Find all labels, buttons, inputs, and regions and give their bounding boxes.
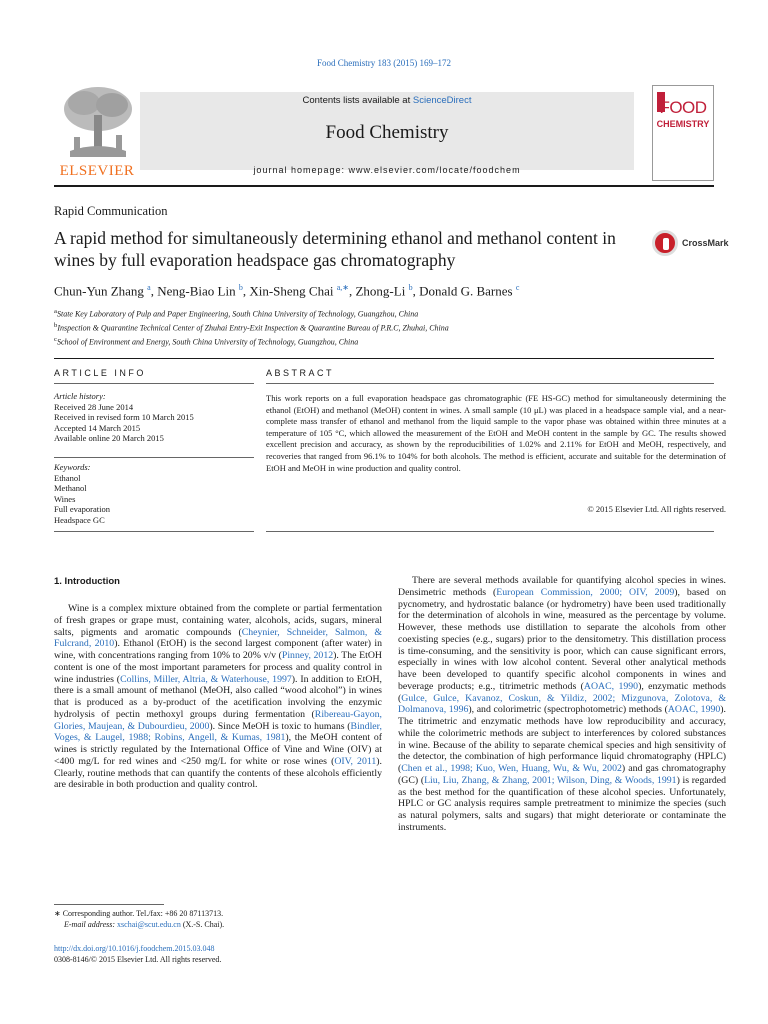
affiliation-marker: b — [54, 322, 58, 330]
abstract-rule — [266, 383, 714, 384]
abstract-heading: ABSTRACT — [266, 368, 335, 378]
section-heading-introduction: 1. Introduction — [54, 576, 120, 587]
author-affiliation-marker[interactable]: a — [147, 283, 151, 292]
body-text: Wine is a complex mixture obtained from the complete or partial fermentation of fresh grapes or grape must, containing water, alcohols, acids, sugars, mineral salts, pigments and aromatic compounds ( — [54, 603, 382, 638]
citation-link[interactable]: Pinney, 2012 — [281, 650, 334, 661]
body-text: ). The EtOH content is one of the most important parameters for process and quality control in wine industries ( — [54, 650, 382, 685]
affiliation-marker: a — [54, 308, 57, 315]
body-text: ). Since MeOH is toxic to humans ( — [209, 720, 351, 732]
journal-cover-thumbnail[interactable] — [652, 85, 714, 181]
article-title: A rapid method for simultaneously determining ethanol and methanol content in wines by full evaporation headspace gas chromatography — [54, 228, 616, 270]
article-info-rule — [54, 531, 254, 532]
body-text: ). Clearly, routine methods that can quantify the contents of these alcohols efficiently are desirable in both production and quality control. — [54, 755, 382, 791]
email-note — [54, 919, 224, 930]
article-history — [54, 391, 194, 444]
history-item: Received 28 June 2014 — [54, 401, 134, 412]
author-separator: , — [150, 283, 158, 299]
body-text: ), enzymatic methods ( — [398, 680, 726, 704]
keyword-item: Ethanol — [54, 472, 81, 483]
cover-title-chemistry: CHEMISTRY — [656, 119, 710, 129]
citation-link[interactable]: Chen et al., 1998; Kuo, Wen, Huang, Wu, & Wu, 2002 — [401, 763, 622, 774]
homepage-prefix: journal homepage: — [253, 165, 349, 175]
author-affiliation-marker[interactable]: b — [238, 283, 243, 292]
history-label: Article history: — [54, 391, 106, 401]
history-item: Available online 20 March 2015 — [54, 433, 164, 443]
citation-link[interactable]: AOAC, 1990 — [667, 704, 721, 716]
citation-link[interactable]: European Commission, 2000; OIV, 2009 — [496, 586, 675, 598]
journal-title: Food Chemistry — [325, 122, 449, 143]
article-info-rule — [54, 457, 254, 458]
affiliation-text: School of Environment and Energy, South China University of Technology, Guangzhou, China — [56, 337, 359, 347]
affiliations — [54, 306, 449, 348]
journal-homepage — [140, 165, 634, 175]
cover-title-food: FOOD — [659, 98, 707, 117]
affiliation-text: State Key Laboratory of Pulp and Paper Engineering, South China University of Technology, Guangzhou, China — [56, 309, 419, 319]
email-label: E-mail address: — [64, 920, 118, 929]
keyword-item: Headspace GC — [54, 514, 105, 525]
homepage-url-link[interactable]: www.elsevier.com/locate/foodchem — [348, 165, 521, 175]
author-name[interactable]: Xin-Sheng Chai — [249, 283, 334, 299]
author-affiliation-marker[interactable]: c — [515, 283, 520, 292]
keyword-item: Full evaporation — [54, 504, 110, 514]
body-text: ). In addition to EtOH, there is a small amount of methanol (MeOH, also called “wood alcohol”) in wines that is produced as a by-product of the acetification involving the enzymic hydrolysis of pectin methoxyl groups during fermentation ( — [54, 673, 382, 720]
sciencedirect-link[interactable]: ScienceDirect — [412, 95, 472, 106]
elsevier-logo[interactable] — [54, 85, 140, 185]
body-text: ). The titrimetric and enzymatic methods have low reproducibility and accuracy, while the colorimetric methods are subject to interferences by colored substances in wine. Because of the ability to separate chemical species and high sensitivity of the detector, the combination of high performance liquid chromatography (HPLC) ( — [398, 704, 726, 774]
affiliation-item — [54, 320, 449, 334]
article-info-heading: ARTICLE INFO — [54, 368, 146, 378]
email-link[interactable]: xschai@scut.edu.cn — [117, 920, 181, 929]
affiliation-item — [54, 334, 449, 348]
affiliation-text: Inspection & Quarantine Technical Center of Zhuhai Entry-Exit Inspection & Quarantine Bureau of P.R.C, Zhuhai, China — [57, 323, 449, 333]
citation-link[interactable]: Bindler, Voges, & Laugel, 1988; Robins, Angell, & Kumas, 1981 — [54, 720, 382, 744]
doi-link[interactable]: http://dx.doi.org/10.1016/j.foodchem.2015.03.048 — [54, 944, 215, 953]
abstract-copyright: © 2015 Elsevier Ltd. All rights reserved. — [587, 504, 726, 514]
citation-link[interactable]: OIV, 2011 — [334, 755, 377, 767]
article-type: Rapid Communication — [54, 204, 168, 218]
abstract-text: This work reports on a full evaporation headspace gas chromatographic (FE HS-GC) method for simultaneously determining the ethanol (EtOH) and methanol (MeOH) content in wines. A small sample (10 μL) was placed in a headspace sample vial, and a near-complete mass transfer of ethanol and methanol from the liquid sample to the vapor phase was obtained within three minutes at a temperature of 105 °C, which allowed the measurement of the EtOH and MeOH content in the sample by GC. The results showed excellent precision and accuracy, as shown by the reproducibilities of 1.02% and 2.11% for EtOH and MeOH, respectively, and recoveries that ranged from 96.1% to 104% for both alcohols. The method is efficient, accurate and suitable for the determination of EtOH and MeOH in wine production and quality control. — [266, 393, 726, 473]
footnotes — [54, 908, 224, 930]
abstract-rule — [266, 531, 714, 532]
body-text: ) is regarded as the best method for the quantification of these alcohol species. Unfortunately, HPLC or GC analysis requires sample pretreatment to minimize the species (such as natural polymers, salts and sugars) that might deteriorate or contaminate the instruments. — [398, 774, 726, 833]
crossmark-label: CrossMark — [682, 238, 729, 248]
masthead-rule — [54, 185, 714, 187]
author-separator: , — [242, 283, 250, 299]
author-name[interactable]: Neng-Biao Lin — [157, 283, 236, 299]
citation-link[interactable]: Collins, Miller, Altria, & Waterhouse, 1997 — [120, 673, 292, 685]
keywords-label: Keywords: — [54, 462, 91, 472]
body-text: There are several methods available for quantifying alcohol species in wines. Densimetric methods ( — [398, 575, 726, 598]
body-text: ), based on pycnometry, and hydrostatic balance (or hydrometry) have been used traditionally for the determination of alcohols in wine, measured as the percentage by volume. However, these methods use distillation to separate the alcohols from other coexisting species (e.g., sugars) prior to the densitometry. This distillation process is time-consuming, and the sensitivity is poor, which can cause significant errors, especially in wines with low alcohol content. Several other analytical methods have been developed to quantify specific alcohol components in wines and beverage products; e.g., titrimetric methods ( — [398, 586, 726, 692]
email-suffix: (X.-S. Chai). — [180, 920, 225, 929]
body-column-left — [54, 603, 382, 871]
author-separator: , — [348, 283, 356, 299]
elsevier-tree-icon — [60, 85, 136, 159]
author-separator: , — [412, 283, 420, 299]
body-column-right — [398, 575, 726, 927]
body-text: ), and colorimetric (spectrophotometric) methods ( — [468, 704, 668, 716]
citation-link[interactable]: Cheynier, Schneider, Salmon, & Fulcrand, 2010 — [54, 626, 382, 650]
article-info-rule — [54, 383, 254, 384]
author-list — [54, 283, 519, 299]
keyword-item: Wines — [54, 493, 76, 504]
history-item: Accepted 14 March 2015 — [54, 422, 141, 433]
affiliation-item — [54, 306, 449, 320]
publisher-name: ELSEVIER — [59, 163, 135, 179]
author-name[interactable]: Zhong-Li — [355, 283, 406, 299]
body-text: ). Ethanol (EtOH) is the second largest component (after water) in wine, with concentrations ranging from 10% to 20% v/v ( — [54, 638, 382, 661]
citation-link[interactable]: AOAC, 1990 — [583, 680, 639, 692]
citation-link[interactable]: Gulce, Gulce, Kavanoz, Coskun, & Yildiz, 2002; Mizgunova, Zolotova, & Dolmanova, 1996 — [398, 692, 726, 716]
crossmark-icon — [652, 230, 678, 256]
keyword-item: Methanol — [54, 483, 87, 493]
history-item: Received in revised form 10 March 2015 — [54, 412, 194, 422]
journal-banner — [140, 92, 634, 170]
contents-prefix: Contents lists available at — [302, 95, 413, 106]
doi-block — [54, 943, 221, 965]
author-name[interactable]: Chun-Yun Zhang — [54, 283, 144, 299]
body-text: ) and gas chromatography (GC) ( — [398, 763, 726, 786]
crossmark-badge[interactable] — [652, 230, 732, 258]
contents-line — [140, 95, 634, 106]
footnote-rule — [54, 904, 164, 905]
citation-link[interactable]: Ribereau-Gayon, Glories, Maujean, & Dubourdieu, 2000 — [54, 708, 382, 732]
keywords — [54, 462, 110, 525]
intro-paragraph — [398, 575, 726, 834]
journal-citation-link[interactable]: Food Chemistry 183 (2015) 169–172 — [317, 58, 451, 68]
issn-line: 0308-8146/© 2015 Elsevier Ltd. All rights reserved. — [54, 955, 222, 964]
masthead — [54, 85, 714, 188]
citation-link[interactable]: Liu, Liu, Zhang, & Zhang, 2001; Wilson, Ding, & Woods, 1991 — [424, 774, 677, 786]
author-affiliation-marker[interactable]: a,∗ — [336, 283, 349, 292]
author-affiliation-marker[interactable]: b — [408, 283, 413, 292]
author-name[interactable]: Donald G. Barnes — [419, 283, 513, 299]
body-text: ), the MeOH content of wines is strictly regulated by the International Office of Vine and Wine (OIV) at <400 mg/L for red wines and <250 mg/L for white or rose wines ( — [54, 732, 382, 767]
section-divider — [54, 358, 714, 359]
intro-paragraph — [54, 603, 382, 791]
affiliation-marker: c — [54, 336, 57, 344]
corresponding-author-note: ∗ Corresponding author. Tel./fax: +86 20 87113713. — [54, 909, 224, 918]
